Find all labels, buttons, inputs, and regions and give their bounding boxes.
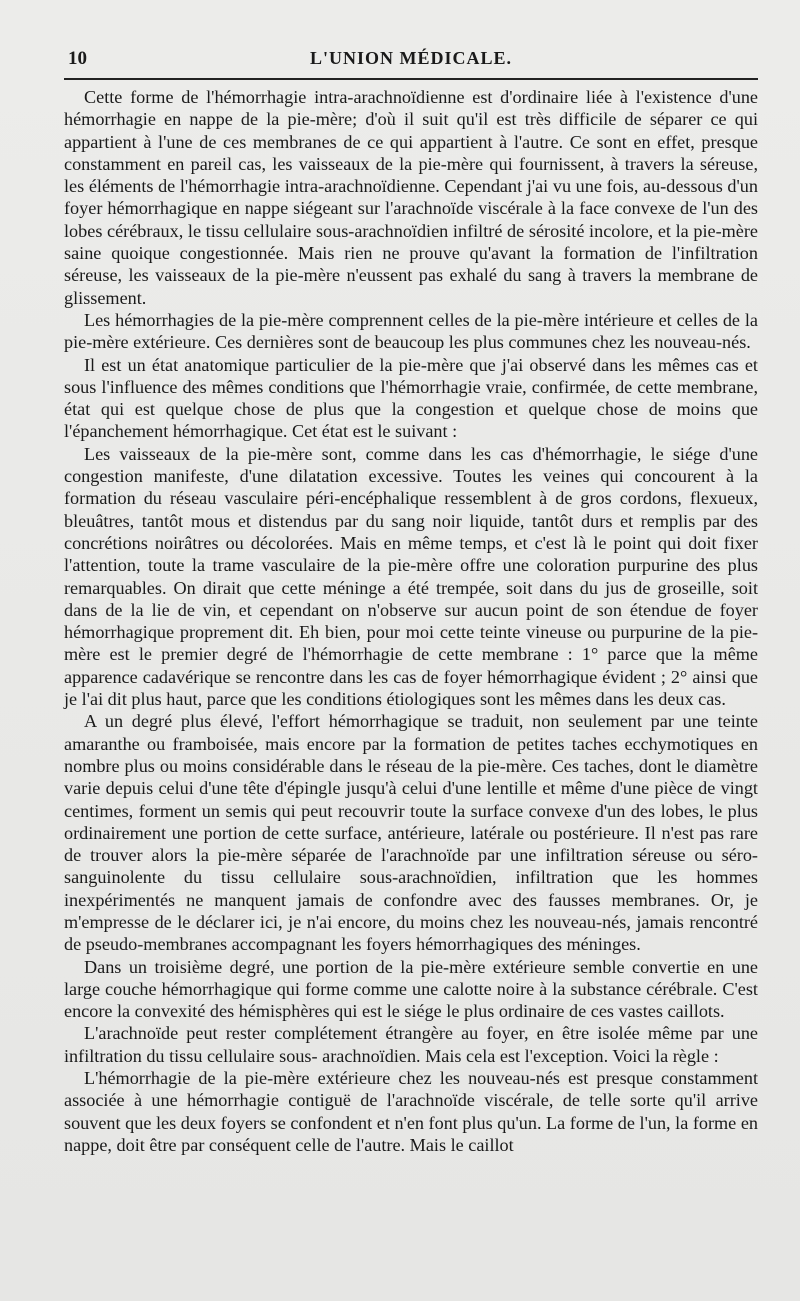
paragraph: L'arachnoïde peut rester complétement étrangère au foyer, en être isolée même par une infiltration du tissu cellulaire sous- arachnoïdien. Mais cela est l'exception. Voici la règle :: [64, 1023, 758, 1066]
paragraph: L'hémorrhagie de la pie-mère extérieure chez les nouveau-nés est presque constamment associée à une hémorrhagie contiguë de l'arachnoïde viscérale, de telle sorte qu'il arrive souvent que les deux foyers se confondent et n'en font plus qu'un. La forme de l'un, la forme en nappe, doit être par conséquent celle de l'autre. Mais le caillot: [64, 1068, 758, 1155]
page-header: [64, 44, 758, 80]
paragraph: Cette forme de l'hémorrhagie intra-arachnoïdienne est d'ordinaire liée à l'existence d'une hémorrhagie en nappe de la pie-mère; d'où il suit qu'il est très difficile de séparer ce qui appartient à l'une de ces membranes de ce qui appartient à l'autre. Ce sont en effet, presque constamment en pareil cas, les vaisseaux de la pie-mère qui fournissent, à travers la séreuse, les éléments de l'hémorrhagie intra-arachnoïdienne. Cependant j'ai vu une fois, au-dessous d'un foyer hémorrhagique en nappe siégeant sur l'arachnoïde viscérale à la face convexe de l'un des lobes cérébraux, le tissu cellulaire sous-arachnoïdien infiltré de sérosité incolore, et la pie-mère saine quoique congestionnée. Mais rien ne prouve qu'avant la formation de l'infiltration séreuse, les vaisseaux de la pie-mère n'eussent pas exhalé du sang à travers la membrane de glissement.: [64, 87, 758, 308]
paragraph: Les vaisseaux de la pie-mère sont, comme dans les cas d'hémorrhagie, le siége d'une congestion manifeste, d'une dilatation excessive. Toutes les veines qui concourent à la formation du réseau vasculaire péri-encéphalique ressemblent à de gros cordons, flexueux, bleuâtres, tantôt mous et distendus par du sang noir liquide, tantôt durs et remplis par des concrétions noirâtres ou décolorées. Mais en même temps, et c'est là le point qui doit fixer l'attention, toute la trame vasculaire de la pie-mère offre une coloration purpurine des plus remarquables. On dirait que cette méninge a été trempée, soit dans du jus de groseille, soit dans de la lie de vin, et cependant on n'observe sur aucun point de son étendue de foyer hémorrhagique proprement dit. Eh bien, pour moi cette teinte vineuse ou purpurine de la pie-mère est le premier degré de l'hémorrhagie de cette membrane : 1° parce que la même apparence cadavérique se rencontre dans les cas de foyer hémorrhagique évident ; 2° ainsi que je l'ai dit plus haut, parce que les conditions étiologiques sont les mêmes dans les deux cas.: [64, 443, 758, 710]
paragraph: Il est un état anatomique particulier de la pie-mère que j'ai observé dans les mêmes cas et sous l'influence des mêmes conditions que l'hémorrhagie vraie, confirmée, de cette membrane, état qui est quelque chose de plus que la congestion et quelque chose de moins que l'épanchement hémorrhagique. Cet état est le suivant :: [64, 354, 758, 442]
running-title: L'UNION MÉDICALE.: [309, 48, 513, 68]
paragraph: Dans un troisième degré, une portion de la pie-mère extérieure semble convertie en une large couche hémorrhagique qui forme comme une calotte noire à la substance cérébrale. C'est encore la convexité des hémisphères qui est le siége le plus ordinaire de ces vastes caillots.: [64, 956, 758, 1022]
paragraph: Les hémorrhagies de la pie-mère comprennent celles de la pie-mère intérieure et celles de la pie-mère extérieure. Ces dernières sont de beaucoup les plus communes chez les nouveau-nés.: [64, 309, 758, 353]
page-number: 10: [68, 48, 87, 69]
article-body: [64, 86, 758, 1156]
paragraph: A un degré plus élevé, l'effort hémorrhagique se traduit, non seulement par une teinte amaranthe ou framboisée, mais encore par la formation de petites taches ecchymotiques en nombre plus ou moins considérable dans le réseau de la pie-mère. Ces taches, dont le diamètre varie depuis celui d'une tête d'épingle jusqu'à celui d'une lentille et même d'une pièce de vingt centimes, forment un semis qui peut recouvrir toute la surface convexe d'un des lobes, le plus ordinairement une portion de cette surface, antérieure, latérale ou postérieure. Il n'est pas rare de trouver alors la pie-mère séparée de l'arachnoïde par une infiltration séreuse ou séro-sanguinolente du tissu cellulaire sous-arachnoïdien, infiltration que les hommes inexpérimentés ne manquent jamais de confondre avec des fausses membranes. Or, je m'empresse de le déclarer ici, je n'ai encore, du moins chez les nouveau-nés, jamais rencontré de pseudo-membranes accompagnant les foyers hémorrhagiques des méninges.: [64, 711, 758, 955]
